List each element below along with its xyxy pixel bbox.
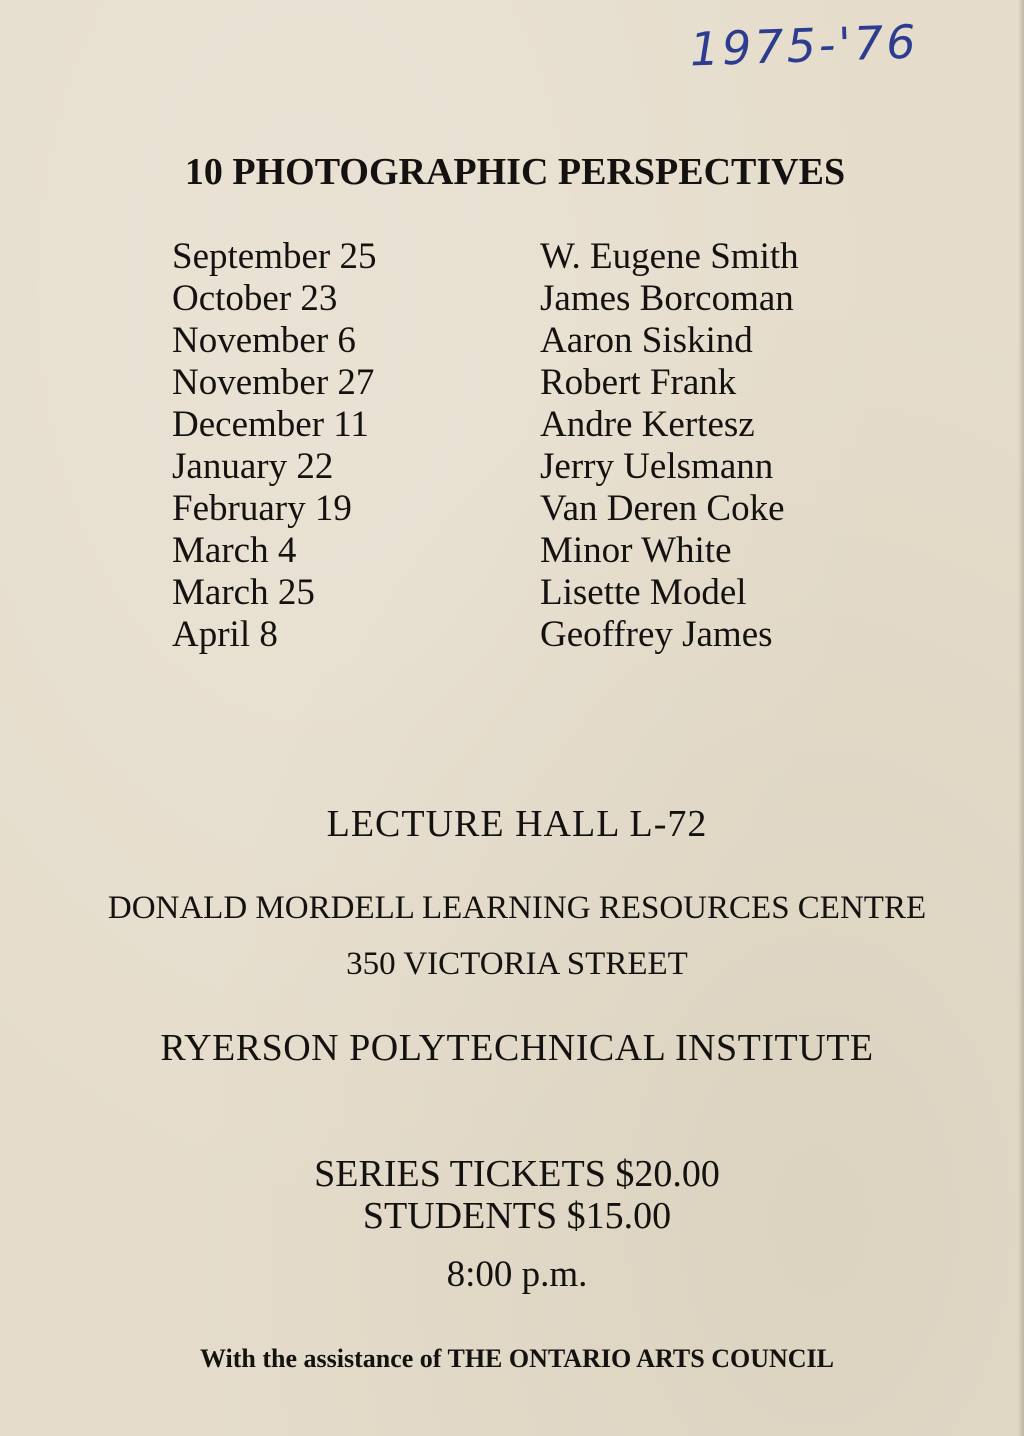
schedule-date: March 4 [172,530,297,571]
schedule-date: March 25 [172,572,315,613]
schedule-date: October 23 [172,278,338,319]
schedule-row [172,362,892,404]
schedule-date: February 19 [172,488,352,529]
lecture-hall: LECTURE HALL L-72 [326,803,708,845]
resource-centre: DONALD MORDELL LEARNING RESOURCES CENTRE [107,890,927,926]
schedule-speaker: Geoffrey James [540,614,773,655]
schedule-row [172,236,892,278]
schedule-date: November 27 [172,362,375,403]
handwritten-year-annotation: 1975-'76 [688,14,920,77]
schedule-row [172,278,892,320]
schedule-speaker: Jerry Uelsmann [540,446,774,487]
schedule-speaker: James Borcoman [540,278,794,319]
series-ticket-price: SERIES TICKETS $20.00 [314,1153,720,1195]
schedule-date: January 22 [172,446,334,487]
street-address: 350 VICTORIA STREET [346,946,688,982]
event-time: 8:00 p.m. [446,1254,588,1295]
schedule-row [172,446,892,488]
schedule-row [172,572,892,614]
schedule-speaker: Andre Kertesz [540,404,755,445]
schedule-speaker: Van Deren Coke [540,488,785,529]
schedule-speaker: Robert Frank [540,362,737,403]
institute-name: RYERSON POLYTECHNICAL INSTITUTE [160,1027,874,1069]
schedule-row [172,404,892,446]
schedule-speaker: Lisette Model [540,572,747,613]
student-ticket-price: STUDENTS $15.00 [362,1195,672,1237]
lecture-schedule [172,236,892,656]
schedule-row [172,530,892,572]
schedule-date: November 6 [172,320,356,361]
schedule-row [172,488,892,530]
schedule-row [172,614,892,656]
schedule-date: December 11 [172,404,369,445]
schedule-speaker: Minor White [540,530,732,571]
page-title: 10 PHOTOGRAPHIC PERSPECTIVES [184,151,846,193]
schedule-speaker: Aaron Siskind [540,320,753,361]
schedule-date: April 8 [172,614,278,655]
sponsor-credit: With the assistance of THE ONTARIO ARTS COUNCIL [199,1344,834,1373]
schedule-date: September 25 [172,236,377,277]
schedule-speaker: W. Eugene Smith [540,236,799,277]
schedule-row [172,320,892,362]
